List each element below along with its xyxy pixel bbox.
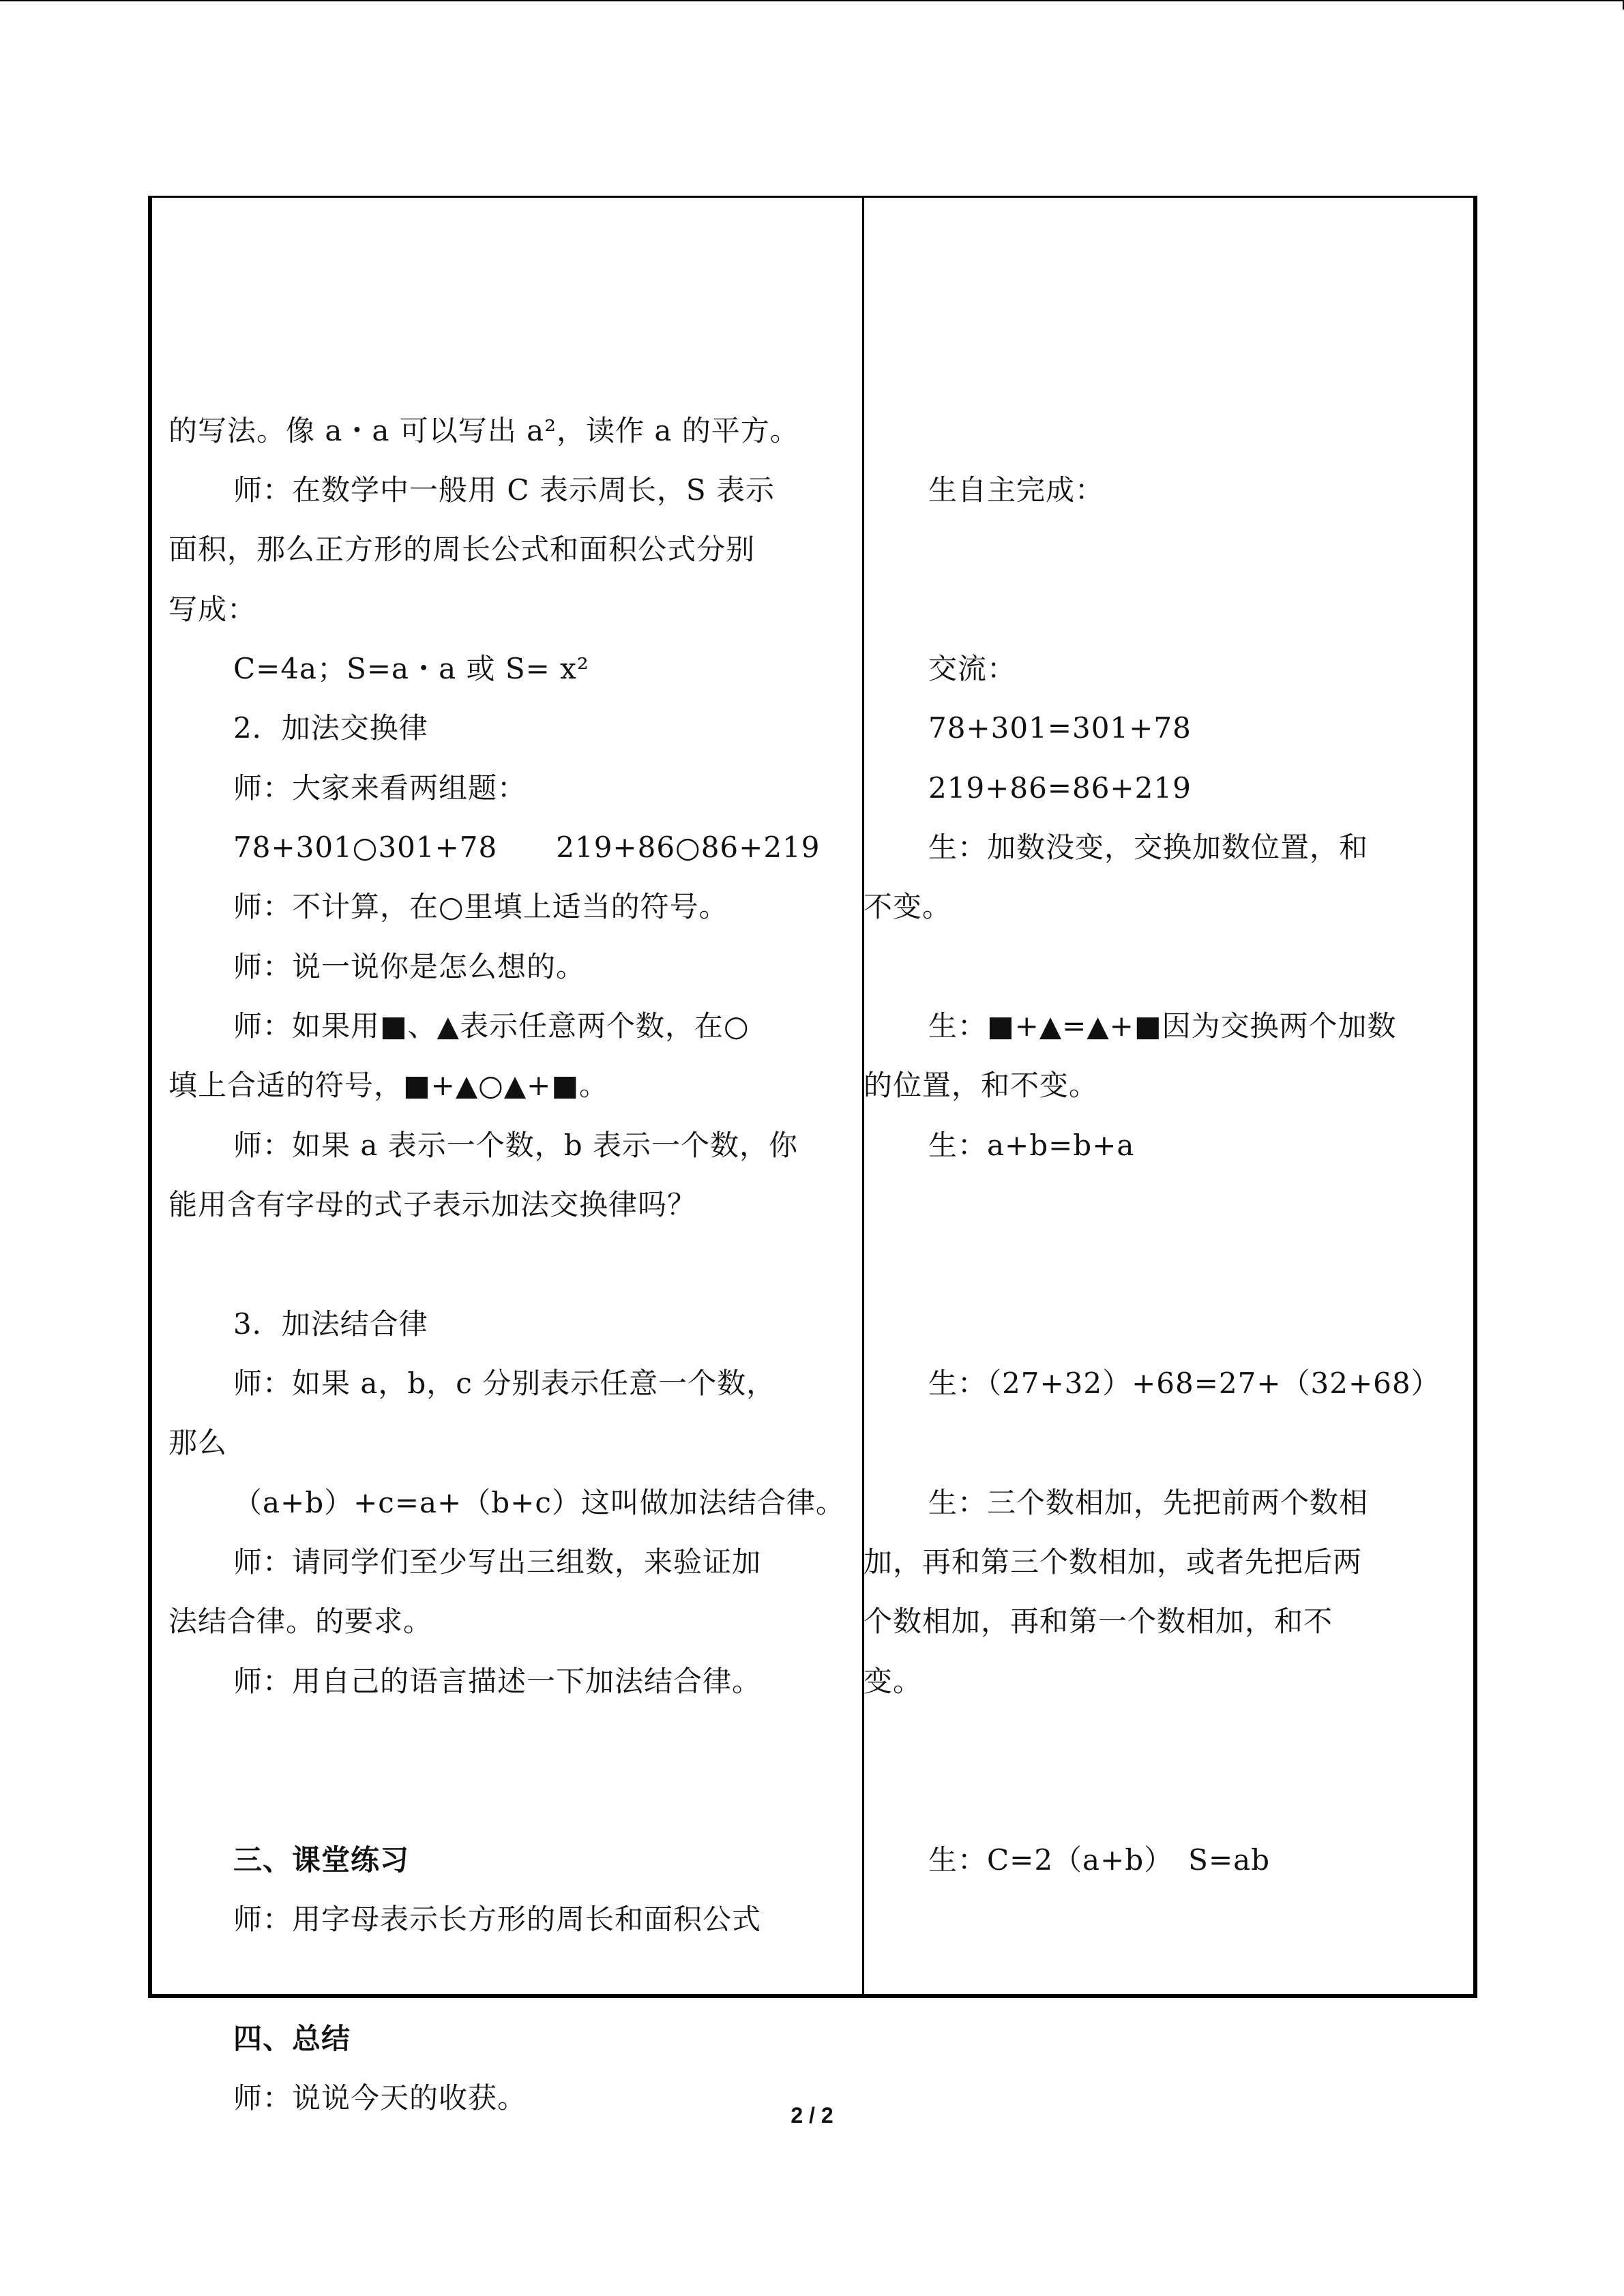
text-line: 生：（27+32）+68=27+（32+68） <box>928 1367 1441 1400</box>
page-top-rule <box>0 0 1624 1</box>
text-line: C=4a；S=a・a 或 S= x² <box>233 652 589 685</box>
text-line: 交流： <box>928 652 1017 685</box>
text-line: 219+86=86+219 <box>928 771 1192 805</box>
text-line: 师：用字母表示长方形的周长和面积公式 <box>233 1903 762 1936</box>
text-line: 师：如果用■、▲表示任意两个数，在○ <box>233 1009 750 1043</box>
text-line: （a+b）+c=a+（b+c）这叫做加法结合律。 <box>233 1486 845 1519</box>
text-line: 师：不计算，在○里填上适当的符号。 <box>233 890 728 923</box>
text-line: 不变。 <box>863 890 952 923</box>
text-line: 师：大家来看两组题： <box>233 771 527 805</box>
text-line: 生：a+b=b+a <box>928 1129 1135 1162</box>
text-line: 能用含有字母的式子表示加法交换律吗？ <box>168 1188 697 1221</box>
text-line: 面积，那么正方形的周长公式和面积公式分别 <box>168 533 756 566</box>
text-line: 那么 <box>168 1426 228 1459</box>
text-line: 生自主完成： <box>928 473 1105 507</box>
text-line: 师：在数学中一般用 C 表示周长，S 表示 <box>233 473 775 507</box>
text-line: 填上合适的符号，■+▲○▲+■。 <box>168 1069 608 1102</box>
text-line: 78+301○301+78 219+86○86+219 <box>233 831 821 864</box>
text-line: 的写法。像 a・a 可以写出 a²，读作 a 的平方。 <box>168 414 799 447</box>
section-heading-summary: 四、总结 <box>233 2022 351 2055</box>
lesson-table <box>148 196 1477 2115</box>
text-line: 师：说说今天的收获。 <box>233 2081 527 2115</box>
text-line: 变。 <box>863 1665 923 1698</box>
teacher-column <box>152 198 862 2115</box>
student-column <box>864 198 1477 1994</box>
text-line: 生：■+▲=▲+■因为交换两个加数 <box>928 1009 1397 1043</box>
text-line: 法结合律。的要求。 <box>168 1605 433 1638</box>
text-line: 加，再和第三个数相加，或者先把后两 <box>863 1545 1363 1579</box>
page-number: 2 / 2 <box>791 2103 833 2128</box>
text-line: 生：加数没变，交换加数位置，和 <box>928 831 1369 864</box>
section-heading-practice: 三、课堂练习 <box>233 1843 410 1877</box>
text-line: 的位置，和不变。 <box>863 1069 1099 1102</box>
text-line: 师：如果 a，b，c 分别表示任意一个数， <box>233 1367 776 1400</box>
section-heading: 3．加法结合律 <box>233 1307 428 1341</box>
text-line: 师：请同学们至少写出三组数，来验证加 <box>233 1545 762 1579</box>
text-line: 师：说一说你是怎么想的。 <box>233 950 586 983</box>
text-line: 师：如果 a 表示一个数，b 表示一个数，你 <box>233 1129 798 1162</box>
text-line: 78+301=301+78 <box>928 711 1192 745</box>
text-line: 生：C=2（a+b） S=ab <box>928 1843 1271 1877</box>
section-heading: 2．加法交换律 <box>233 711 428 745</box>
text-line: 生：三个数相加，先把前两个数相 <box>928 1486 1369 1519</box>
text-line: 个数相加，再和第一个数相加，和不 <box>863 1605 1333 1638</box>
text-line: 师：用自己的语言描述一下加法结合律。 <box>233 1665 762 1698</box>
text-line: 写成： <box>168 593 257 626</box>
